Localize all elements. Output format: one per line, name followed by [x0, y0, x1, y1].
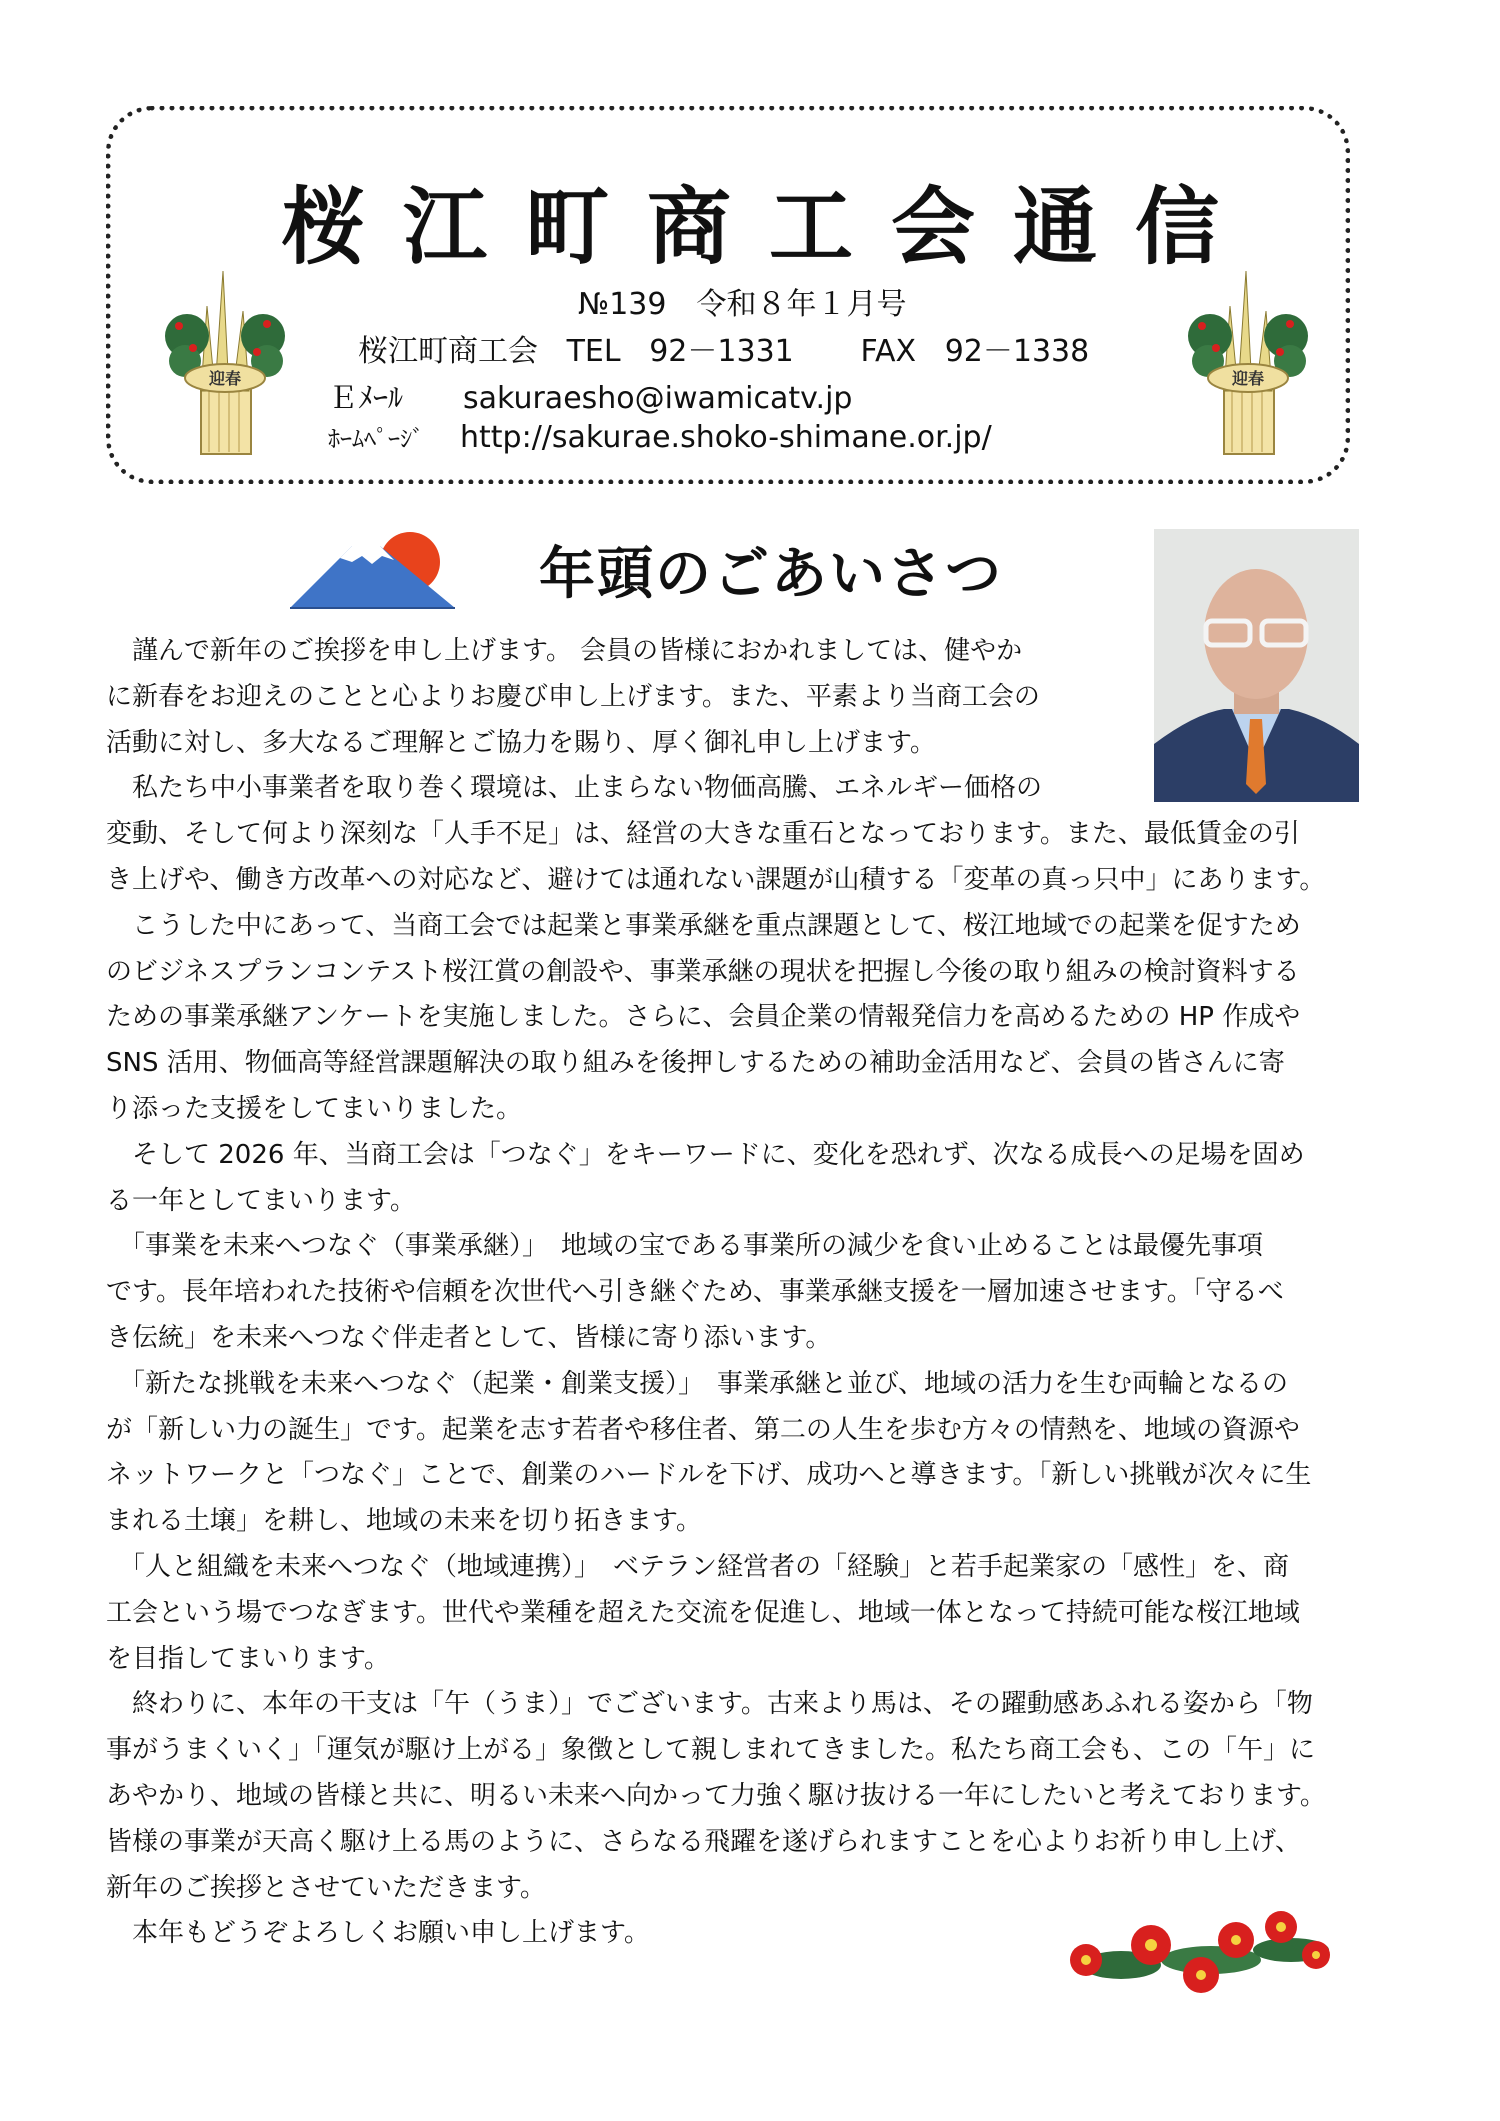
paragraph-line: に新春をお迎えのことと心よりお慶び申し上げます。また、平素より当商工会の: [106, 681, 1040, 712]
fax-label: FAX: [860, 334, 917, 369]
paragraph-line: 「人と組織を未来へつなぐ（地域連携）」 ベテラン経営者の「経験」と若手起業家の「感性」を、商: [106, 1551, 1290, 1582]
kadomatsu-left-icon: [157, 266, 293, 458]
paragraph-line: 「新たな挑戦を未来へつなぐ（起業・創業支援）」 事業承継と並び、地域の活力を生む両輪となるの: [106, 1368, 1288, 1399]
paragraph-line: き上げや、働き方改革への対応など、避けては通れない課題が山積する「変革の真っ只中」にあります。: [106, 864, 1326, 895]
email-line: [328, 373, 852, 417]
paragraph-line: 活動に対し、多大なるご理解とご協力を賜り、厚く御礼申し上げます。: [106, 727, 936, 758]
newsletter-title: 桜江町商工会通信: [280, 177, 1257, 276]
paragraph-line: 皆様の事業が天高く駆け上る馬のように、さらなる飛躍を遂げられますことを心よりお祈り申し上げ、: [106, 1826, 1301, 1857]
contact-line: [358, 326, 1089, 370]
paragraph-line: こうした中にあって、当商工会では起業と事業承継を重点課題として、桜江地域での起業を促すため: [106, 910, 1301, 941]
paragraph-line: 事がうまくいく」「運気が駆け上がる」象徴として親しまれてきました。私たち商工会も、この「午」に: [106, 1735, 1316, 1766]
paragraph-line: 工会という場でつなぎます。世代や業種を超えた交流を促進し、地域一体となって持続可能な桜江地域: [106, 1597, 1300, 1628]
paragraph-line: のビジネスプランコンテスト桜江賞の創設や、事業承継の現状を把握し今後の取り組みの検討資料する: [106, 956, 1300, 987]
paragraph-line: 謹んで新年のご挨拶を申し上げます。 会員の皆様におかれましては、健やか: [106, 636, 1023, 666]
svg-text:迎春: 迎春: [1231, 369, 1265, 388]
kadomatsu-right-icon: [1180, 266, 1316, 458]
paragraph-line: です。長年培われた技術や信頼を次世代へ引き継ぐため、事業承継支援を一層加速させます。「守るべ: [106, 1277, 1284, 1308]
paragraph-line: ための事業承継アンケートを実施しました。さらに、会員企業の情報発信力を高めるための HP 作成や: [106, 1002, 1301, 1033]
homepage-line: [328, 419, 992, 455]
issue-number: №139 令和８年１月号: [578, 287, 907, 322]
paragraph-line: あやかり、地域の皆様と共に、明るい未来へ向かって力強く駆け抜ける一年にしたいと考えております。: [106, 1780, 1326, 1811]
mount-fuji-sunrise-icon: [290, 530, 460, 610]
paragraph-line: る一年としてまいります。: [106, 1185, 416, 1216]
paragraph-line: 新年のご挨拶とさせていただきます。: [106, 1872, 546, 1903]
paragraph-line: 本年もどうぞよろしくお願い申し上げます。: [106, 1918, 650, 1949]
paragraph-line: き伝統」を未来へつなぐ伴走者として、皆様に寄り添います。: [106, 1322, 832, 1353]
paragraph-line: SNS 活用、物価高等経営課題解決の取り組みを後押しするための補助金活用など、会員の皆さんに寄: [106, 1048, 1285, 1079]
email-label: Ｅﾒｰﾙ: [328, 381, 403, 416]
homepage-link[interactable]: http://sakurae.shoko-shimane.or.jp/: [460, 420, 992, 455]
greeting-heading: 年頭のごあいさつ: [539, 541, 1003, 607]
paragraph-line: 私たち中小事業者を取り巻く環境は、止まらない物価高騰、エネルギー価格の: [106, 773, 1043, 804]
paragraph-line: ネットワークと「つなぐ」ことで、創業のハードルを下げ、成功へと導きます。「新しい挑戦が次々に生: [106, 1460, 1312, 1491]
email-link[interactable]: sakuraesho@iwamicatv.jp: [463, 381, 853, 416]
org-name: 桜江町商工会: [358, 334, 538, 369]
homepage-label: ﾎｰﾑﾍﾟｰｼﾞ: [328, 425, 424, 453]
svg-text:迎春: 迎春: [208, 369, 242, 388]
paragraph-line: 「事業を未来へつなぐ（事業承継）」 地域の宝である事業所の減少を食い止めることは最優先事項: [106, 1231, 1264, 1262]
paragraph-line: り添った支援をしてまいりました。: [106, 1093, 523, 1124]
paragraph-line: が「新しい力の誕生」です。起業を志す若者や移住者、第二の人生を歩む方々の情熱を、地域の資源や: [106, 1414, 1300, 1445]
camellia-flowers-icon: [1061, 1905, 1341, 2000]
tel-label: TEL: [566, 334, 621, 369]
paragraph-line: そして 2026 年、当商工会は「つなぐ」をキーワードに、変化を恐れず、次なる成長への足場を固め: [106, 1139, 1305, 1170]
fax-number: 92－1338: [944, 334, 1090, 369]
paragraph-line: を目指してまいります。: [106, 1643, 390, 1674]
paragraph-line: 変動、そして何より深刻な「人手不足」は、経営の大きな重石となっております。また、最低賃金の引: [106, 819, 1300, 850]
paragraph-line: 終わりに、本年の干支は「午（うま）」でございます。古来より馬は、その躍動感あふれる姿から「物: [106, 1689, 1313, 1720]
paragraph-line: まれる土壌」を耕し、地域の未来を切り拓きます。: [106, 1506, 702, 1537]
greeting-body: [106, 629, 1396, 1957]
tel-number: 92－1331: [649, 334, 794, 369]
